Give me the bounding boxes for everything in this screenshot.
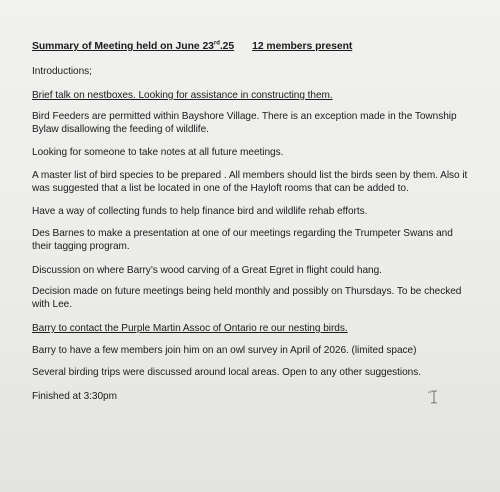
paragraph-purple-martin: Barry to contact the Purple Martin Assoc of Ontario re our nesting birds. — [32, 323, 348, 334]
paragraph-note-taker: Looking for someone to take notes at all future meetings. — [32, 147, 284, 158]
paragraph-birding-trips: Several birding trips were discussed around local areas. Open to any other suggestions. — [32, 367, 421, 378]
title-superscript: rd — [213, 40, 220, 47]
members-present: 12 members present — [252, 41, 353, 52]
paragraph-funds: Have a way of collecting funds to help finance bird and wildlife rehab efforts. — [32, 206, 368, 217]
meeting-title — [32, 40, 352, 53]
paragraph-introductions: Introductions; — [32, 66, 92, 77]
paragraph-presentation: Des Barnes to make a presentation at one of our meetings regarding the Trumpeter Swans and their tagging program. — [32, 228, 453, 252]
title-year: .25 — [219, 41, 235, 52]
paragraph-wood-carving: Discussion on where Barry’s wood carving of a Great Egret in flight could hang. — [32, 265, 382, 276]
text-cursor-icon — [428, 390, 442, 404]
paragraph-bird-feeders: Bird Feeders are permitted within Bayshore Village. There is an exception made in the Township Bylaw disallowing the feeding of wildlife. — [32, 111, 457, 135]
paragraph-owl-survey: Barry to have a few members join him on an owl survey in April of 2026. (limited space) — [32, 345, 417, 356]
title-text: Summary of Meeting held on June 23 — [32, 41, 214, 52]
paragraph-master-list: A master list of bird species to be prepared . All members should list the birds seen by them. Also it was suggested that a list be located in one of the Hayloft rooms that can be added to. — [32, 170, 468, 194]
paragraph-finished: Finished at 3:30pm — [32, 391, 117, 402]
paragraph-nestboxes: Brief talk on nestboxes. Looking for assistance in constructing them. — [32, 90, 333, 101]
paragraph-future-meetings: Decision made on future meetings being held monthly and possibly on Thursdays. To be checked with Lee. — [32, 286, 462, 310]
